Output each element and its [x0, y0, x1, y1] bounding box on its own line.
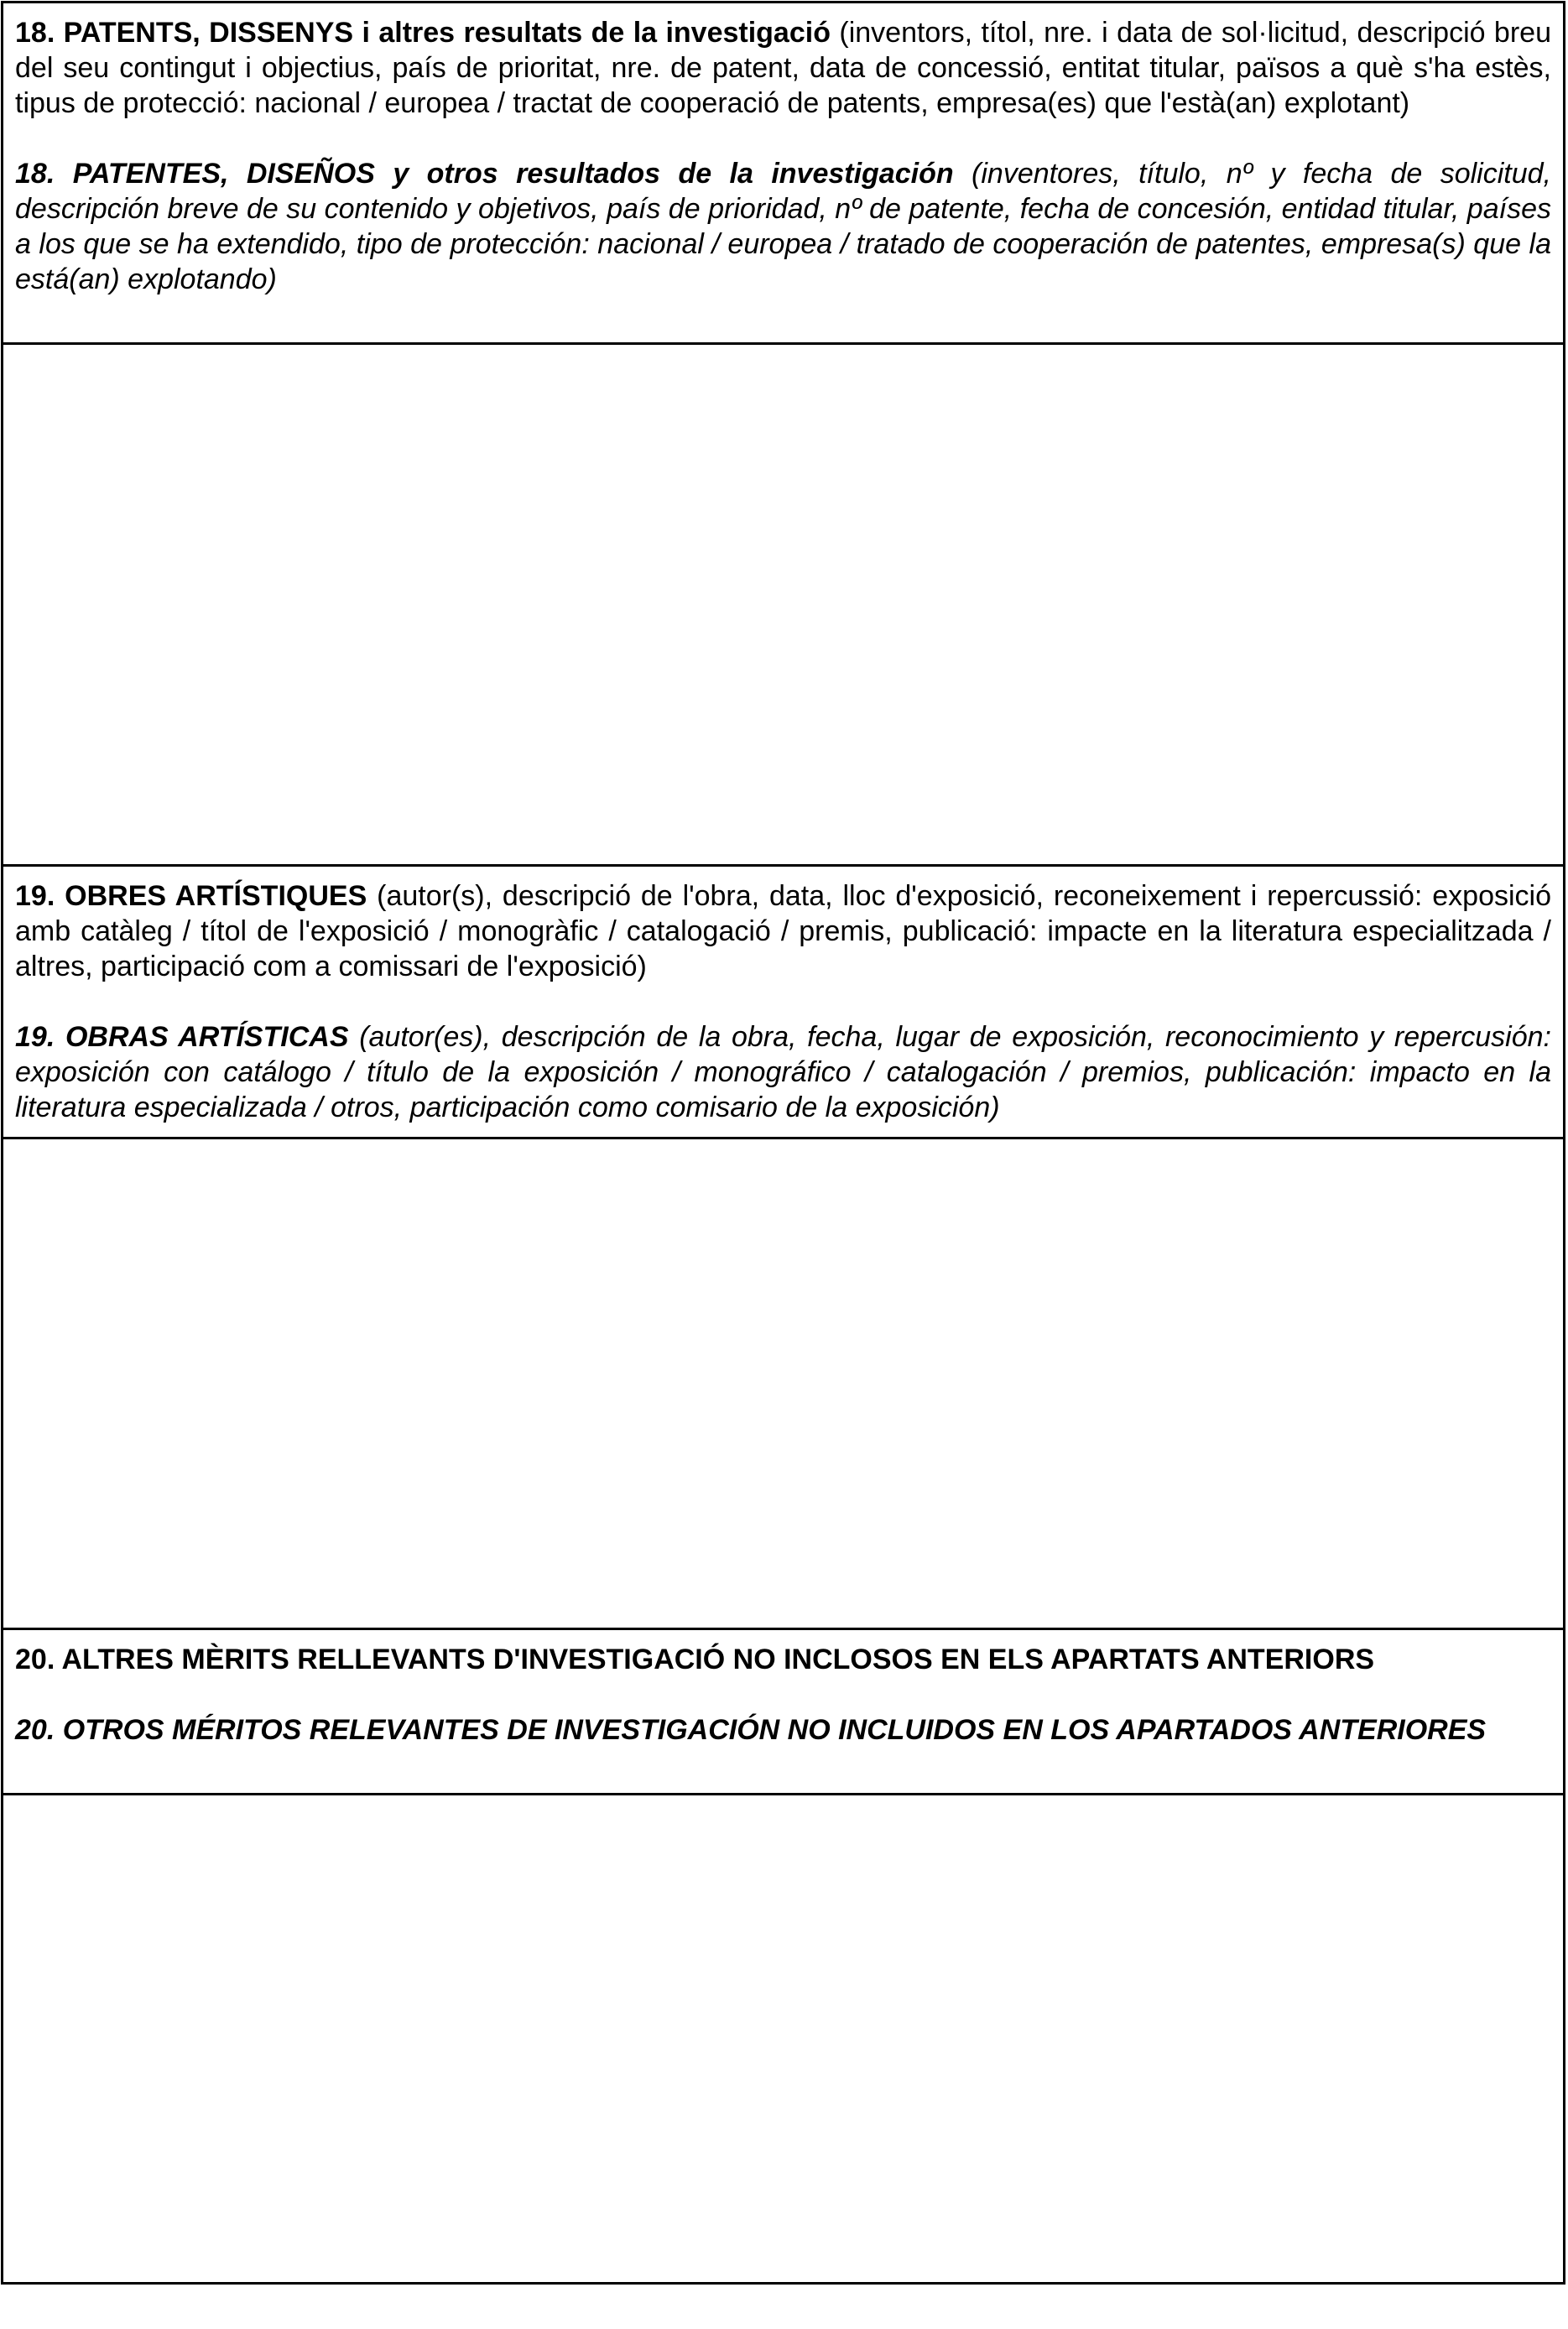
section-18-body-row [3, 344, 1565, 866]
section-19-body-row [3, 1138, 1565, 1629]
section-20-header [3, 1629, 1565, 1795]
section-18-header-row [3, 3, 1565, 344]
section-19-catalan-description [15, 878, 1551, 984]
section-20-header-row [3, 1629, 1565, 1795]
section-18-answer-box[interactable] [3, 344, 1565, 866]
section-18-catalan-detail: (inventors, títol, nre. i data de sol·licitud, descripció breu del seu contingut i objectius, país de prioritat, nre. de patent, data de concessió, entitat titular, països a què s'ha estès, tipus de protecció: nacional / europea / tractat de cooperació de patents, empresa(es) que l'està(an) explotant) [15, 17, 1551, 119]
section-18-header [3, 3, 1565, 344]
cv-form-table [1, 1, 1565, 2285]
section-20-answer-box[interactable] [3, 1795, 1565, 2284]
section-19-spanish-detail: (autor(es), descripción de la obra, fecha, lugar de exposición, reconocimiento y repercusión: exposición con catálogo / título de la exposición / monográfico / catalogación / premios, publicación: impacto en la literatura especializada / otros, participación como comisario de la exposición) [15, 1021, 1551, 1123]
section-20-catalan-heading: 20. ALTRES MÈRITS RELLEVANTS D'INVESTIGACIÓ NO INCLOSOS EN ELS APARTATS ANTERIORS [15, 1644, 1375, 1675]
section-20-body-row [3, 1795, 1565, 2284]
section-18-catalan-heading: 18. PATENTS, DISSENYS i altres resultats de la investigació [15, 17, 831, 49]
section-19-spanish-heading: 19. OBRAS ARTÍSTICAS [15, 1021, 349, 1053]
section-18-spanish-heading: 18. PATENTES, DISEÑOS y otros resultados de la investigación [15, 158, 954, 190]
section-19-header [3, 866, 1565, 1138]
section-18-catalan-description [15, 15, 1551, 121]
section-19-catalan-detail: (autor(s), descripció de l'obra, data, lloc d'exposició, reconeixement i repercussió: exposició amb catàleg / títol de l'exposició / monogràfic / catalogació / premis, publicació: impacte en la literatura especialitzada / altres, participació com a comissari de l'exposició) [15, 880, 1552, 982]
section-19-catalan-heading: 19. OBRES ARTÍSTIQUES [15, 880, 367, 912]
section-18-spanish-detail: (inventores, título, nº y fecha de solicitud, descripción breve de su contenido y objetivos, país de prioridad, nº de patente, fecha de concesión, entidad titular, países a los que se ha extendido, tipo de protección: nacional / europea / tratado de cooperación de patentes, empresa(s) que la está(an) explotando) [15, 158, 1551, 295]
section-19-answer-box[interactable] [3, 1138, 1565, 1629]
section-19-spanish-description [15, 1019, 1551, 1125]
section-20-spanish-heading: 20. OTROS MÉRITOS RELEVANTES DE INVESTIGACIÓN NO INCLUIDOS EN LOS APARTADOS ANTERIORES [15, 1714, 1487, 1746]
section-19-header-row [3, 866, 1565, 1138]
section-18-spanish-description [15, 156, 1551, 297]
